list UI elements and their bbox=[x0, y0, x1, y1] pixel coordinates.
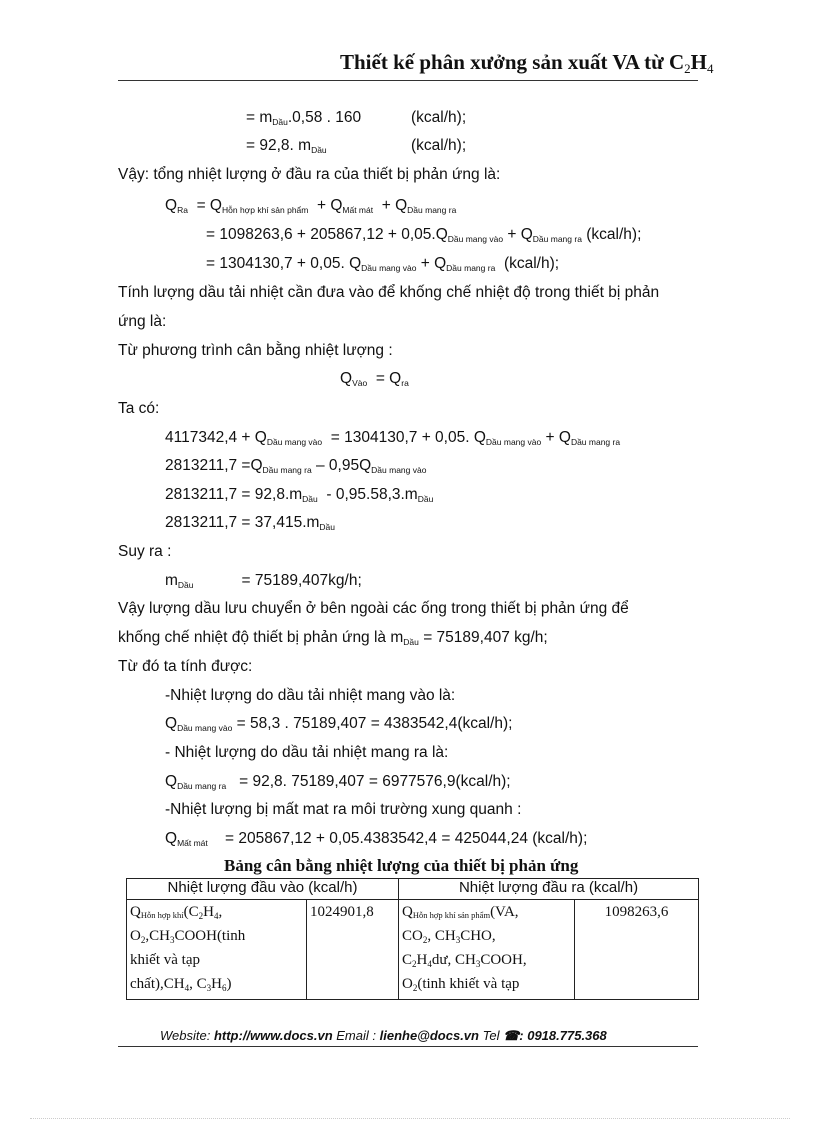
table-header-row bbox=[127, 879, 699, 900]
equation-line: QRa = QHỗn hợp khí sản phẩm + QMất mát + QDầu mang ra bbox=[165, 197, 457, 215]
input-value-cell: 1024901,8 bbox=[307, 900, 399, 1000]
paragraph-line: Từ đó ta tính được: bbox=[118, 658, 253, 675]
unit-text: (kcal/h); bbox=[411, 137, 467, 154]
equation-line: = 1098263,6 + 205867,12 + 0,05.QDầu mang vào + QDầu mang ra (kcal/h); bbox=[206, 226, 642, 244]
equation-line: = mDầu.0,58 . 160 bbox=[246, 109, 362, 127]
table-caption: Bảng cân bằng nhiệt lượng của thiết bị phản ứng bbox=[224, 856, 579, 875]
input-description-cell: QHỗn hợp $khí(C_2H_4$, $O_2,CH_3COOH(tinh$ khiết và tạp $chất),CH_4$, $C_3H_6$) bbox=[127, 900, 307, 1000]
equation-line: 4117342,4 + QDầu mang vào = 1304130,7 + 0,05. QDầu mang vào + QDầu mang ra bbox=[165, 429, 621, 447]
paragraph-line: - Nhiệt lượng do dầu tải nhiệt mang ra là: bbox=[165, 744, 449, 761]
equation-line: 2813211,7 = 37,415.mDầu bbox=[165, 514, 336, 532]
equation-line: = 92,8. mDầu bbox=[246, 137, 327, 155]
paragraph-line: Vậy lượng dầu lưu chuyển ở bên ngoài các ống trong thiết bị phản ứng để bbox=[118, 600, 629, 617]
equation-line: = 1304130,7 + 0,05. QDầu mang vào + QDầu mang ra (kcal/h); bbox=[206, 255, 560, 273]
website-link[interactable]: http://www.docs.vn bbox=[213, 1028, 333, 1043]
output-description-cell: QHỗn hợp khí sản phẩm(VA, $CO_2$, $CH_3CHO$, $C_2H_4dư$, $CH_3COOH$, $O_2(tinh$ khiết và tạp bbox=[399, 900, 575, 1000]
paragraph-line: khống chế nhiệt độ thiết bị phản ứng là mDầu = 75189,407 kg/h; bbox=[118, 629, 548, 647]
phone-number: : 0918.775.368 bbox=[519, 1028, 607, 1043]
page-edge-divider bbox=[30, 1118, 790, 1119]
equation-line: QVào = Qra bbox=[340, 370, 409, 388]
page-footer: Website: http://www.docs.vn Email : lienhe@docs.vn Tel ☎: 0918.775.368 bbox=[160, 1028, 607, 1043]
paragraph-line: Tính lượng dầu tải nhiệt cần đưa vào để khống chế nhiệt độ trong thiết bị phản bbox=[118, 284, 660, 301]
equation-line: QDầu mang ra = 92,8. 75189,407 = 6977576,9(kcal/h); bbox=[165, 773, 511, 791]
equation-line: QDầu mang vào = 58,3 . 75189,407 = 4383542,4(kcal/h); bbox=[165, 715, 513, 733]
table-row bbox=[127, 900, 699, 1000]
footer-rule bbox=[118, 1046, 698, 1047]
paragraph-line: Suy ra : bbox=[118, 543, 172, 560]
equation-line: mDầu = 75189,407kg/h; bbox=[165, 572, 362, 590]
header-output-heat: Nhiệt lượng đầu ra (kcal/h) bbox=[399, 879, 699, 900]
equation-line: 2813211,7 = 92,8.mDầu - 0,95.58,3.mDầu bbox=[165, 486, 434, 504]
paragraph-line: -Nhiệt lượng do dầu tải nhiệt mang vào là: bbox=[165, 687, 456, 704]
paragraph-line: ứng là: bbox=[118, 313, 167, 330]
paragraph-line: -Nhiệt lượng bị mất mat ra môi trường xung quanh : bbox=[165, 801, 522, 818]
paragraph-line: Ta có: bbox=[118, 400, 160, 417]
phone-icon: ☎ bbox=[503, 1028, 520, 1043]
unit-text: (kcal/h); bbox=[411, 109, 467, 126]
paragraph-line: Vậy: tổng nhiệt lượng ở đầu ra của thiết bị phản ứng là: bbox=[118, 166, 501, 183]
email-link[interactable]: lienhe@docs.vn bbox=[379, 1028, 479, 1043]
paragraph-line: Từ phương trình cân bằng nhiệt lượng : bbox=[118, 342, 393, 359]
page-header: Thiết kế phân xưởng sản xuất VA từ $C_2H_4$ bbox=[340, 50, 714, 76]
equation-line: QMất mát = 205867,12 + 0,05.4383542,4 = 425044,24 (kcal/h); bbox=[165, 830, 588, 848]
heat-balance-table bbox=[126, 878, 699, 1000]
header-rule bbox=[118, 80, 698, 81]
output-value-cell: 1098263,6 bbox=[575, 900, 699, 1000]
equation-line: 2813211,7 =QDầu mang ra – 0,95QDầu mang vào bbox=[165, 457, 427, 475]
header-input-heat: Nhiệt lượng đầu vào (kcal/h) bbox=[127, 879, 399, 900]
